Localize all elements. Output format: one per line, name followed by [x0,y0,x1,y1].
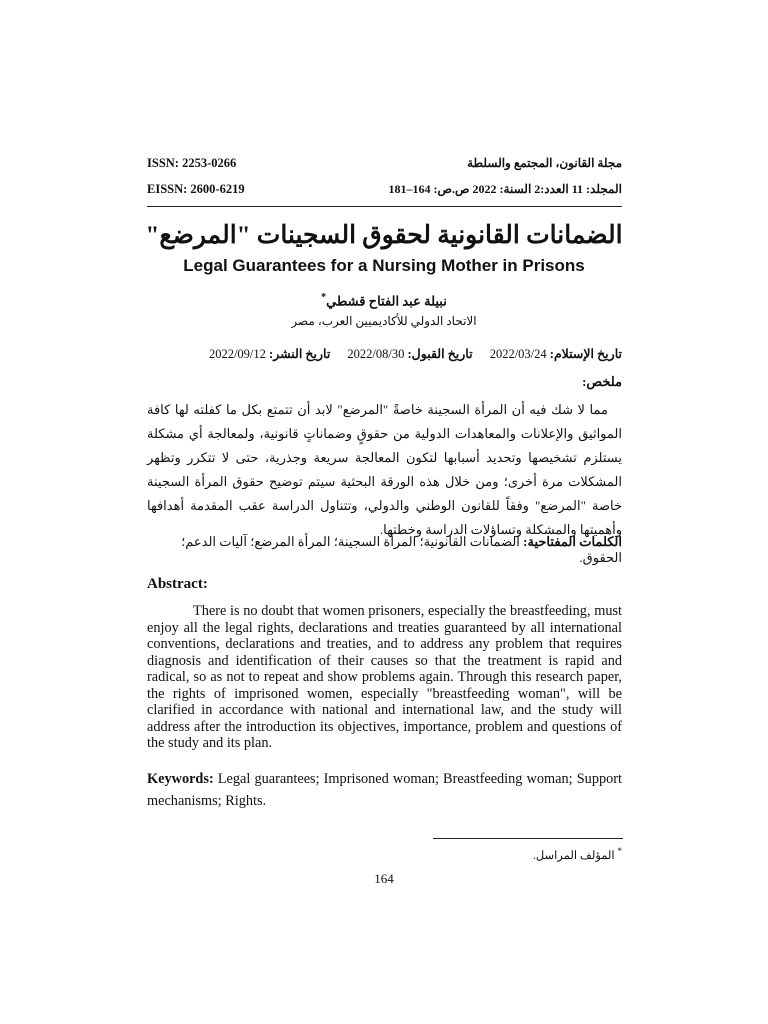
keywords-text: Legal guarantees; Imprisoned woman; Breastfeeding woman; Support mechanisms; Rights. [147,771,622,809]
arabic-abstract-title: ملخص: [582,374,622,389]
received-date: 2022/03/24 [489,347,547,361]
arabic-keywords-text: الضمانات القانونية؛ المرأة السجينة؛ المرأة المرضع؛ آليات الدعم؛ الحقوق. [181,534,622,565]
footnote-divider [433,838,623,839]
page-number: 164 [374,871,394,886]
keywords-label: Keywords: [147,771,214,787]
footnote-text: المؤلف المراسل. [532,849,615,862]
published-date: 2022/09/12 [208,347,266,361]
arabic-keywords-label: الكلمات المفتاحية: [523,534,622,549]
received-label: تاريخ الإستلام: [549,347,622,361]
author-affiliation: الاتحاد الدولي للأكاديميين العرب، مصر [291,314,477,328]
arabic-abstract-text: مما لا شك فيه أن المرأة السجينة خاصةً "المرضع" لابد أن تتمتع بكل ما كفلته لها كافة المواثيق والإعلانات والمعاهدات الدولية من حقوقٍ وضماناتٍ قانونية، ولمعالجة أي مشكلة يستلزم تشخيصها وتحديد أسبابها لتكون المعالجة سريعة وجذرية، حتى لا تتكرر وتظهر المشكلات مرة أخرى؛ ومن خلال هذه الورقة البحثية سيتم توضيح حقوق المرأة السجينة خاصة "المرضع" وفقاً للقانون الوطني والدولي، وتتناول الدراسة عقب المقدمة أهدافها وأهميتها والمشكلة وتساؤلات الدراسة وخطتها. [147,402,622,537]
keywords [147,768,622,812]
header-row-2 [147,176,622,202]
arabic-abstract [147,398,622,542]
published-label: تاريخ النشر: [269,347,331,361]
accepted-label: تاريخ القبول: [407,347,473,361]
volume-info: المجلد: 11 العدد:2 السنة: 2022 ص.ص: 164–181 [388,181,622,196]
author-line [0,292,768,309]
abstract-body [147,603,622,752]
author-marker: * [321,292,327,303]
accepted-date: 2022/08/30 [347,347,405,361]
journal-header [147,150,622,207]
issn: ISSN: 2253-0266 [147,155,237,170]
arabic-keywords [147,534,622,566]
article-dates [147,346,622,362]
journal-name: مجلة القانون، المجتمع والسلطة [467,155,622,170]
header-row-1 [147,150,622,176]
abstract-text: There is no doubt that women prisoners, especially the breastfeeding, must enjoy all the legal rights, declarations and treaties guaranteed by all international conventions, declarations and treaties, and to address any problem that requires diagnosis and identification of their causes so that the treatment is rapid and radical, so as not to repeat and show problems again. Through this research paper, the rights of imprisoned women, especially "breastfeeding woman", will be clarified in accordance with national and international law, and the study will address after the introduction its objectives, importance, problem and questions of the study and its plan. [147,603,622,751]
title-english: Legal Guarantees for a Nursing Mother in Prisons [183,256,585,275]
author-name: نبيلة عبد الفتاح قشطي [326,293,447,309]
abstract-title: Abstract: [147,576,208,592]
header-divider [147,206,622,207]
eissn: EISSN: 2600-6219 [147,181,245,196]
footnote-marker: * [617,846,622,856]
title-arabic: الضمانات القانونية لحقوق السجينات "المرضع" [145,222,623,249]
footnote [147,846,622,862]
